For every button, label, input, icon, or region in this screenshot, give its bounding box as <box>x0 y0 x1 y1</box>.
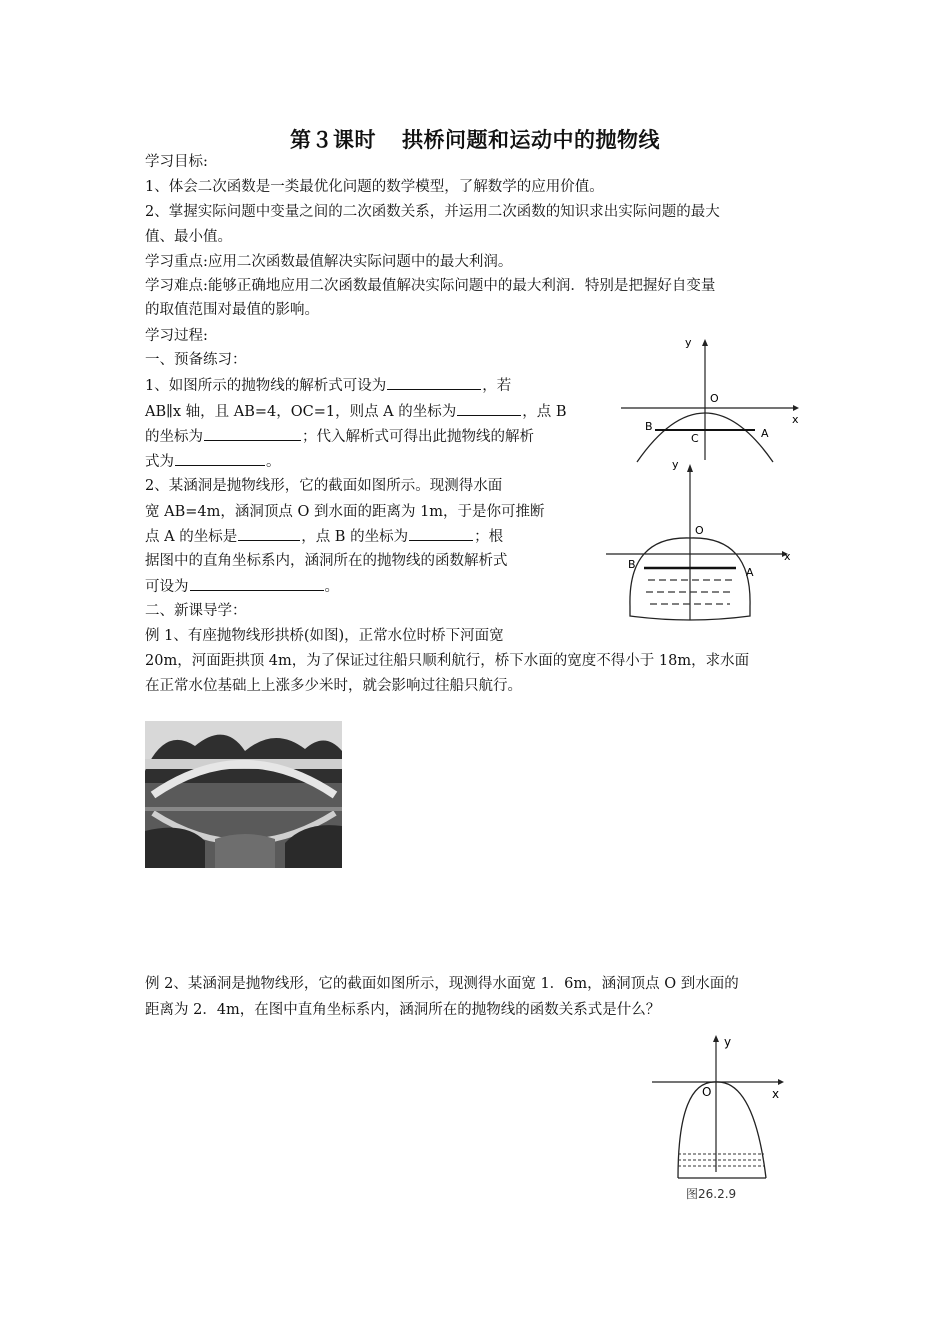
objectives-heading: 学习目标: <box>145 154 208 170</box>
fig2-b-label: B <box>628 558 636 571</box>
q1-line2 <box>145 399 567 424</box>
fig3-x-arrow-icon <box>778 1079 784 1085</box>
key-point: 学习重点:应用二次函数最值解决实际问题中的最大利润。 <box>145 254 513 270</box>
fig2-y-label: y <box>672 458 679 471</box>
process-heading: 学习过程: <box>145 328 208 344</box>
objective-2-line2: 值、最小值。 <box>145 229 232 245</box>
fig1-y-label: y <box>685 336 692 349</box>
fig2-o-label: O <box>695 524 704 537</box>
fig2-x-label: x <box>784 550 791 563</box>
q2-line2: 宽 AB=4m，涵洞顶点 O 到水面的距离为 1m，于是你可推断 <box>145 504 545 520</box>
q1-text-3b: ；代入解析式可得出此抛物线的解析 <box>302 429 534 445</box>
example1-line3: 在正常水位基础上上涨多少米时，就会影响过往船只航行。 <box>145 678 522 694</box>
q2-line5 <box>145 574 339 599</box>
page-title <box>0 124 950 154</box>
q1-answer-blank-3[interactable] <box>204 424 301 441</box>
fig2-a-label: A <box>746 566 754 579</box>
objective-1: 1、体会二次函数是一类最优化问题的数学模型，了解数学的应用价值。 <box>145 179 604 195</box>
section2-heading: 二、新课导学： <box>145 603 247 619</box>
q1-line1 <box>145 373 511 398</box>
q2-text-5a: 可设为 <box>145 579 189 595</box>
objective-2-line1: 2、掌握实际问题中变量之间的二次函数关系，并运用二次函数的知识求出实际问题的最大 <box>145 204 720 220</box>
fig1-a-label: A <box>761 427 769 440</box>
q2-line1: 2、某涵洞是抛物线形，它的截面如图所示。现测得水面 <box>145 478 503 494</box>
example1-line1: 例 1、有座抛物线形拱桥(如图)，正常水位时桥下河面宽 <box>145 628 504 644</box>
q2-answer-blank-1[interactable] <box>238 524 300 541</box>
q2-text-3a: 点 A 的坐标是 <box>145 529 238 545</box>
q1-line3 <box>145 424 534 449</box>
example1-line2: 20m，河面距拱顶 4m，为了保证过往船只顺利航行，桥下水面的宽度不得小于 18m，求水面 <box>145 653 750 669</box>
difficulty-line2: 的取值范围对最值的影响。 <box>145 302 319 318</box>
fig3-y-arrow-icon <box>713 1035 719 1042</box>
example2-line1: 例 2、某涵洞是抛物线形，它的截面如图所示，现测得水面宽 1．6m，涵洞顶点 O 到水面的 <box>145 976 739 992</box>
q2-text-3c: ；根 <box>474 529 504 545</box>
q2-line4: 据图中的直角坐标系内，涵洞所在的抛物线的函数解析式 <box>145 553 508 569</box>
q1-text-2a: AB∥x 轴，且 AB=4，OC=1，则点 A 的坐标为 <box>145 404 457 420</box>
q1-text-2b: ，点 B <box>522 404 567 420</box>
q2-answer-blank-2[interactable] <box>409 524 473 541</box>
q2-text-3b: ，点 B 的坐标为 <box>301 529 409 545</box>
fig3-y-label: y <box>724 1035 732 1049</box>
fig1-x-label: x <box>792 413 799 426</box>
fig3-o-label: O <box>702 1085 712 1099</box>
figure-1-parabola <box>615 334 805 464</box>
q2-answer-blank-3[interactable] <box>190 574 324 591</box>
fig3-caption: 图26.2.9 <box>686 1187 737 1201</box>
q1-text-4b: 。 <box>266 454 281 470</box>
fig1-o-label: O <box>710 392 719 405</box>
arch-bridge-picture <box>145 721 342 868</box>
fig2-y-arrow-icon <box>687 464 693 472</box>
figure-3-culvert <box>648 1032 798 1204</box>
fig1-b-label: B <box>645 420 653 433</box>
q2-text-5b: 。 <box>324 579 339 595</box>
q2-line3 <box>145 524 503 549</box>
q1-text-1a: 1、如图所示的抛物线的解析式可设为 <box>145 378 387 394</box>
title-topic: 拱桥问题和运动中的抛物线 <box>402 128 660 152</box>
fig1-c-label: C <box>691 432 699 445</box>
figure-2-culvert <box>600 456 800 624</box>
q1-text-4a: 式为 <box>145 454 174 470</box>
fig1-y-arrow-icon <box>702 339 708 346</box>
q1-text-3a: 的坐标为 <box>145 429 203 445</box>
q1-text-1b: ，若 <box>482 378 512 394</box>
q1-answer-blank-2[interactable] <box>457 399 521 416</box>
example2-line2: 距离为 2．4m，在图中直角坐标系内，涵洞所在的抛物线的函数关系式是什么？ <box>145 1002 661 1018</box>
fig1-x-arrow-icon <box>793 405 799 411</box>
difficulty-line1: 学习难点:能够正确地应用二次函数最值解决实际问题中的最大利润．特别是把握好自变量 <box>145 278 716 294</box>
arch-bridge-photo <box>145 721 342 868</box>
section1-heading: 一、预备练习： <box>145 352 247 368</box>
fig3-x-label: x <box>772 1087 780 1101</box>
q1-answer-blank-4[interactable] <box>175 449 265 466</box>
q1-answer-blank-1[interactable] <box>387 373 481 390</box>
title-lesson: 第３课时 <box>290 128 376 152</box>
fig3-parabola-curve <box>678 1082 766 1178</box>
q1-line4 <box>145 449 281 474</box>
